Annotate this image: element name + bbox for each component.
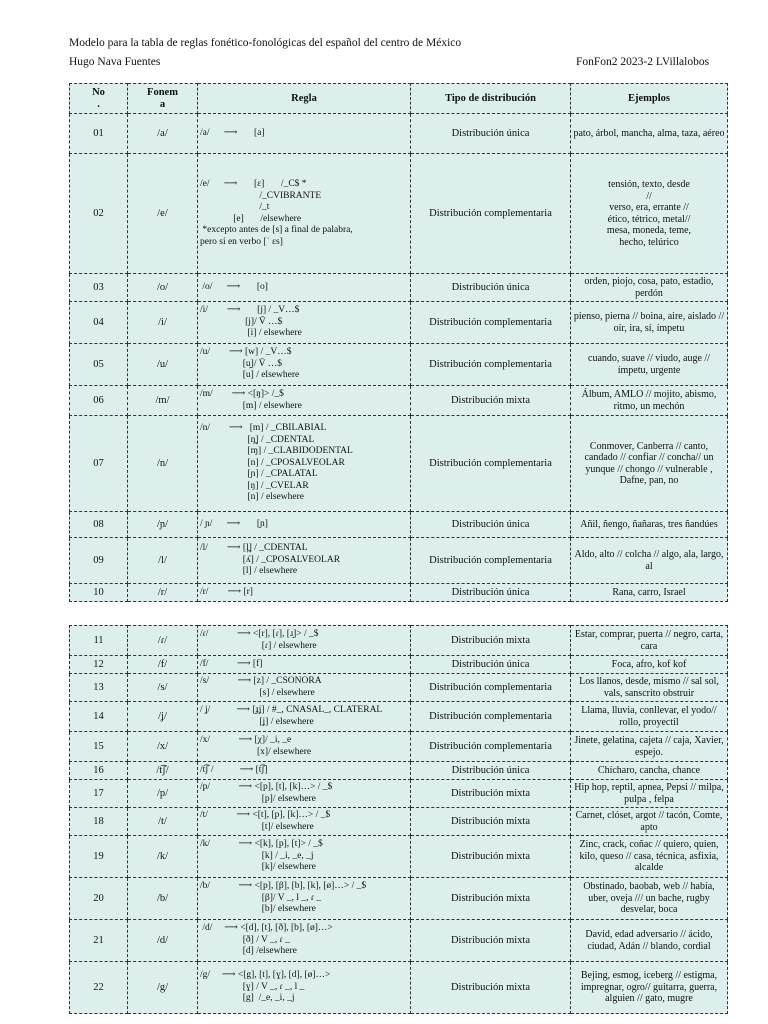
- course-label: FonFon2 2023-2 LVillalobos: [576, 56, 710, 68]
- table-row: [70, 626, 728, 656]
- column-header-regla: Regla: [198, 84, 411, 114]
- phoneme-cell: /o/: [128, 274, 198, 302]
- distribution-cell: Distribución única: [411, 274, 571, 302]
- table-row: [70, 780, 728, 808]
- rule-cell: /n/ ⟶ [m] / _CBILABIAL [n̪] / _CDENTAL [ɱ] / _CLABIDODENTAL [n] / _CPOSALVEOLAR [ɲ] / _CPALATAL [ŋ] / _CVELAR [n] / elsewhere: [198, 416, 411, 512]
- distribution-cell: Distribución mixta: [411, 626, 571, 656]
- phoneme-cell: /k/: [128, 836, 198, 878]
- examples-cell: Álbum, AMLO // mojito, abismo, ritmo, un mechón: [571, 386, 728, 416]
- examples-cell: Foca, afro, kof kof: [571, 656, 728, 674]
- examples-cell: David, edad adversario // ácido, ciudad, Adán // blando, cordial: [571, 920, 728, 962]
- phoneme-cell: /ɾ/: [128, 626, 198, 656]
- row-number: 01: [70, 114, 128, 154]
- examples-cell: Carnet, clóset, argot // tacón, Comte, apto: [571, 808, 728, 836]
- table-row: [70, 416, 728, 512]
- distribution-cell: Distribución mixta: [411, 836, 571, 878]
- rule-cell: /e/ ⟶ [ɛ] /_C$ * /_CVIBRANTE /_t [e] /elsewhere *excepto antes de [s] a final de palabra, pero sí en verbo [ˈ ɛs]: [198, 154, 411, 274]
- table-row: [70, 878, 728, 920]
- table-header-row: [70, 84, 728, 114]
- rules-table-1: [69, 83, 728, 602]
- examples-cell: tensión, texto, desde // verso, era, errante // ético, tétrico, metal// mesa, moneda, teme, hecho, telúrico: [571, 154, 728, 274]
- rule-cell: /a/ ⟶ [a]: [198, 114, 411, 154]
- rule-cell: /t/ ⟶ <[t], [p], [k]…> / _$ [t]/ elsewhere: [198, 808, 411, 836]
- examples-cell: Chícharo, cancha, chance: [571, 762, 728, 780]
- rule-cell: /t͡ʃ / ⟶ [t͡ʃ]: [198, 762, 411, 780]
- column-header-no: No .: [70, 84, 128, 114]
- examples-cell: orden, piojo, cosa, pato, estadio, perdón: [571, 274, 728, 302]
- table-row: [70, 836, 728, 878]
- distribution-cell: Distribución mixta: [411, 962, 571, 1014]
- distribution-cell: Distribución mixta: [411, 386, 571, 416]
- distribution-cell: Distribución complementaria: [411, 702, 571, 732]
- distribution-cell: Distribución única: [411, 512, 571, 538]
- table-row: [70, 762, 728, 780]
- row-number: 16: [70, 762, 128, 780]
- phoneme-cell: /f/: [128, 656, 198, 674]
- distribution-cell: Distribución complementaria: [411, 344, 571, 386]
- table-row: [70, 538, 728, 584]
- rule-cell: / ɲ/ ⟶ [ɲ]: [198, 512, 411, 538]
- phoneme-cell: /g/: [128, 962, 198, 1014]
- examples-cell: Aldo, alto // colcha // algo, ala, largo, al: [571, 538, 728, 584]
- examples-cell: cuando, suave // viudo, auge // ímpetu, urgente: [571, 344, 728, 386]
- rule-cell: /d/ ⟶ <[d], [t], [ð], [b], [ø]…> [ð] / V _, ɾ _ [d] /elsewhere: [198, 920, 411, 962]
- table-row: [70, 274, 728, 302]
- phoneme-cell: /p/: [128, 780, 198, 808]
- examples-cell: Añil, ñengo, ñañaras, tres ñandúes: [571, 512, 728, 538]
- row-number: 06: [70, 386, 128, 416]
- rule-cell: /b/ ⟶ <[p], [β], [b], [k], [ø]…> / _$ [β]/ V _, l _, ɾ _ [b]/ elsewhere: [198, 878, 411, 920]
- rule-cell: /i/ ⟶ [j] / _V…$ [j]/ V̄ …$ [i] / elsewhere: [198, 302, 411, 344]
- table-row: [70, 154, 728, 274]
- distribution-cell: Distribución única: [411, 114, 571, 154]
- table-row: [70, 962, 728, 1014]
- row-number: 05: [70, 344, 128, 386]
- rule-cell: /u/ ⟶ [w] / _V…$ [u̯]/ V̄ …$ [u] / elsewhere: [198, 344, 411, 386]
- row-number: 13: [70, 674, 128, 702]
- rule-cell: /s/ ⟶ [z] / _CSONORA [s] / elsewhere: [198, 674, 411, 702]
- rule-cell: /x/ ⟶ [χ]/ _i, _e [x]/ elsewhere: [198, 732, 411, 762]
- row-number: 02: [70, 154, 128, 274]
- row-number: 08: [70, 512, 128, 538]
- distribution-cell: Distribución complementaria: [411, 154, 571, 274]
- examples-cell: Obstinado, baobab, web // había, uber, oveja /// un bache, rugby desvelar, boca: [571, 878, 728, 920]
- row-number: 09: [70, 538, 128, 584]
- examples-cell: Bejing, esmog, iceberg // estigma, impregnar, ogro// guitarra, guerra, alguien // gato, mugre: [571, 962, 728, 1014]
- distribution-cell: Distribución complementaria: [411, 416, 571, 512]
- row-number: 04: [70, 302, 128, 344]
- phoneme-cell: /n/: [128, 416, 198, 512]
- rule-cell: /g/ ⟶ <[g], [t], [ɣ], [d], [ø]…> [ɣ] / V _, ɾ _, l _ [g] /_e, _i, _j: [198, 962, 411, 1014]
- examples-cell: Los llanos, desde, mismo // sal sol, vals, sanscrito obstruir: [571, 674, 728, 702]
- phoneme-cell: /ɲ/: [128, 512, 198, 538]
- phoneme-cell: /d/: [128, 920, 198, 962]
- distribution-cell: Distribución mixta: [411, 878, 571, 920]
- table-row: [70, 920, 728, 962]
- examples-cell: pienso, pierna // boina, aire, aislado // oír, ira, sí, ímpetu: [571, 302, 728, 344]
- row-number: 12: [70, 656, 128, 674]
- document-title: Modelo para la tabla de reglas fonético-fonológicas del español del centro de México: [69, 37, 462, 49]
- examples-cell: Jinete, gelatina, cajeta // caja, Xavier, espejo.: [571, 732, 728, 762]
- row-number: 20: [70, 878, 128, 920]
- phoneme-cell: /b/: [128, 878, 198, 920]
- distribution-cell: Distribución mixta: [411, 920, 571, 962]
- distribution-cell: Distribución única: [411, 584, 571, 602]
- table-row: [70, 656, 728, 674]
- table-row: [70, 114, 728, 154]
- rule-cell: / ʝ/ ⟶ [ɟʝ] / #_, CNASAL_, CLATERAL [ʝ] / elsewhere: [198, 702, 411, 732]
- examples-cell: Hip hop, reptil, apnea, Pepsi // milpa, pulpa , felpa: [571, 780, 728, 808]
- column-header-tipo: Tipo de distribución: [411, 84, 571, 114]
- table-row: [70, 702, 728, 732]
- rule-cell: /ɾ/ ⟶ <[r], [ɾ], [ɹ̝]> / _$ [ɾ] / elsewhere: [198, 626, 411, 656]
- examples-cell: Estar, comprar, puerta // negro, carta, cara: [571, 626, 728, 656]
- row-number: 22: [70, 962, 128, 1014]
- table-row: [70, 732, 728, 762]
- row-number: 03: [70, 274, 128, 302]
- table-row: [70, 808, 728, 836]
- author-name: Hugo Nava Fuentes: [69, 56, 161, 68]
- phoneme-cell: /ʝ/: [128, 702, 198, 732]
- distribution-cell: Distribución complementaria: [411, 538, 571, 584]
- column-header-fonema: Fonem a: [128, 84, 198, 114]
- rule-cell: /r/ ⟶ [r]: [198, 584, 411, 602]
- examples-cell: Llama, lluvia, conllevar, el yodo// rollo, proyectil: [571, 702, 728, 732]
- table-row: [70, 584, 728, 602]
- rule-cell: /l/ ⟶ [l̪] / _CDENTAL [ʎ] / _CPOSALVEOLAR [l] / elsewhere: [198, 538, 411, 584]
- distribution-cell: Distribución complementaria: [411, 732, 571, 762]
- distribution-cell: Distribución mixta: [411, 808, 571, 836]
- row-number: 17: [70, 780, 128, 808]
- row-number: 21: [70, 920, 128, 962]
- phoneme-cell: /x/: [128, 732, 198, 762]
- phoneme-cell: /s/: [128, 674, 198, 702]
- phoneme-cell: /e/: [128, 154, 198, 274]
- rule-cell: /p/ ⟶ <[p], [t], [k]…> / _$ [p]/ elsewhere: [198, 780, 411, 808]
- rules-table-2: [69, 625, 728, 1014]
- table-row: [70, 302, 728, 344]
- examples-cell: Rana, carro, Israel: [571, 584, 728, 602]
- rule-cell: /o/ ⟶ [o]: [198, 274, 411, 302]
- table-row: [70, 512, 728, 538]
- row-number: 10: [70, 584, 128, 602]
- distribution-cell: Distribución complementaria: [411, 302, 571, 344]
- row-number: 15: [70, 732, 128, 762]
- phoneme-cell: /i/: [128, 302, 198, 344]
- distribution-cell: Distribución mixta: [411, 780, 571, 808]
- phoneme-cell: /r/: [128, 584, 198, 602]
- row-number: 11: [70, 626, 128, 656]
- phoneme-cell: /t/: [128, 808, 198, 836]
- distribution-cell: Distribución única: [411, 656, 571, 674]
- row-number: 14: [70, 702, 128, 732]
- row-number: 07: [70, 416, 128, 512]
- examples-cell: pato, árbol, mancha, alma, taza, aéreo: [571, 114, 728, 154]
- table-row: [70, 344, 728, 386]
- row-number: 19: [70, 836, 128, 878]
- table-row: [70, 674, 728, 702]
- rule-cell: /m/ ⟶ <[ŋ]> /_$ [m] / elsewhere: [198, 386, 411, 416]
- phoneme-cell: /a/: [128, 114, 198, 154]
- phoneme-cell: /m/: [128, 386, 198, 416]
- column-header-ejemplos: Ejemplos: [571, 84, 728, 114]
- distribution-cell: Distribución única: [411, 762, 571, 780]
- row-number: 18: [70, 808, 128, 836]
- examples-cell: Zinc, crack, coñac // quiero, quien, kilo, queso // casa, técnica, asfixia, alcalde: [571, 836, 728, 878]
- rule-cell: /f/ ⟶ [f]: [198, 656, 411, 674]
- table-row: [70, 386, 728, 416]
- rule-cell: /k/ ⟶ <[k], [p], [t]> / _$ [k] / _i, _e, _j [k]/ elsewhere: [198, 836, 411, 878]
- distribution-cell: Distribución complementaria: [411, 674, 571, 702]
- phoneme-cell: /t͡ʃ/: [128, 762, 198, 780]
- examples-cell: Conmover, Canberra // canto, candado // confiar // concha// un yunque // chongo // vulnerable , Dafne, pan, no: [571, 416, 728, 512]
- phoneme-cell: /u/: [128, 344, 198, 386]
- phoneme-cell: /l/: [128, 538, 198, 584]
